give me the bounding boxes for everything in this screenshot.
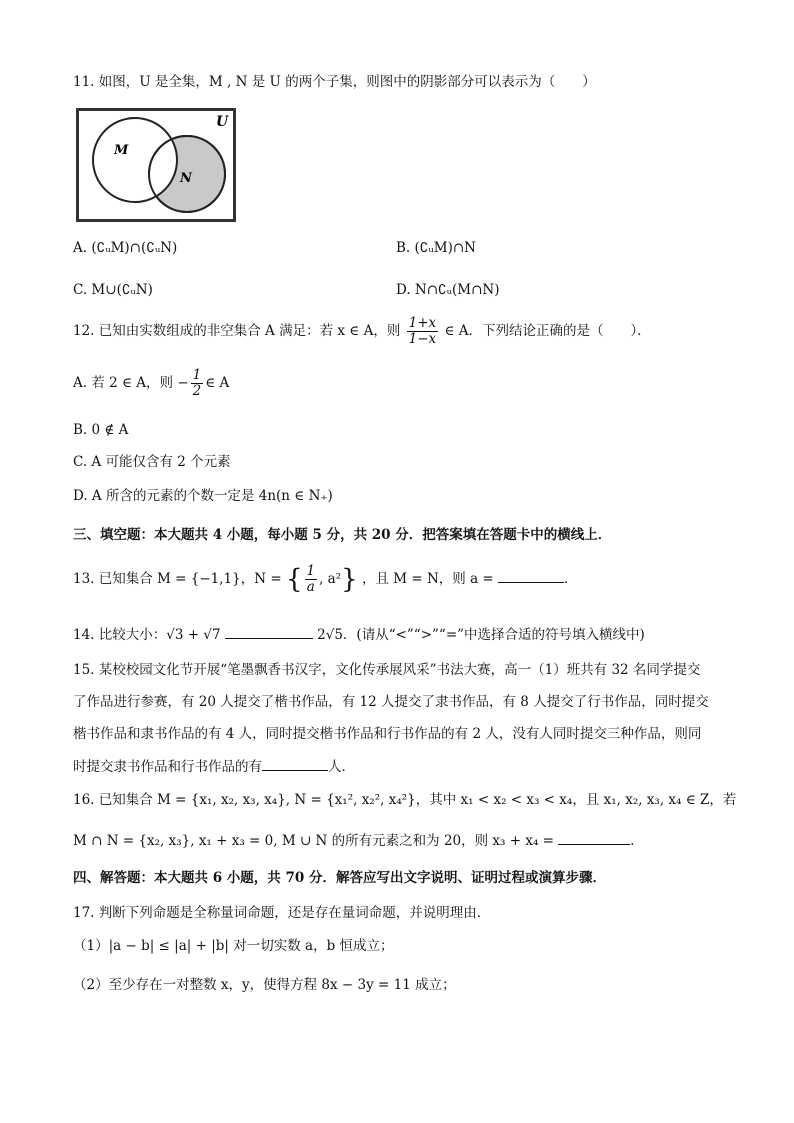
q15-line-4-pre: 时提交隶书作品和行书作品的有 (73, 759, 262, 775)
venn-label-n: N (180, 171, 192, 186)
q15-line-1: 15. 某校校园文化节开展“笔墨飘香书汉字，文化传承展风采”书法大赛，高一（1）班共有 32 名同学提交 (73, 662, 701, 678)
q17-part-2: （2）至少存在一对整数 x，y，使得方程 8x − 3y = 11 成立； (73, 977, 456, 993)
q13-pre: 13. 已知集合 M = {−1,1}，N = (73, 571, 282, 587)
q13-brace-right: } (341, 564, 358, 595)
q12-option-a-num: 1 (192, 367, 202, 383)
q12-stem-pre: 12. 已知由实数组成的非空集合 A 满足：若 x ∈ A，则 (73, 323, 401, 339)
q14-mid: 2√5．(请从“<”“>”“=”中选择合适的符号填入横线中) (317, 627, 645, 643)
q13 (73, 564, 578, 595)
q15-line-2: 了作品进行参赛，有 20 人提交了楷书作品，有 12 人提交了隶书作品，有 8 人提交了行书作品，同时提交 (73, 694, 709, 710)
q14-answer-blank[interactable] (225, 624, 313, 639)
q12-option-a (73, 368, 229, 399)
q13-set-tail: , a² (319, 571, 342, 587)
q12-option-a-post: ∈ A (205, 375, 230, 391)
q13-frac-den: a (306, 579, 315, 595)
q12-stem-post: ∈ A．下列结论正确的是（ ）． (444, 323, 651, 339)
q14-pre: 14. 比较大小：√3 + √7 (73, 627, 221, 643)
venn-label-m: M (114, 143, 129, 158)
q17-part-1: （1）|a − b| ≤ |a| + |b| 对一切实数 a，b 恒成立； (73, 938, 394, 954)
q16-line-1: 16. 已知集合 M = {x₁, x₂, x₃, x₄}, N = {x₁², x₂², x₄²}，其中 x₁ < x₂ < x₃ < x₄，且 x₁, x₂, x₃, x₄ ∈ Z，若 (73, 792, 737, 808)
q11-stem: 11. 如图，U 是全集，M , N 是 U 的两个子集，则图中的阴影部分可以表示为（ ） (73, 74, 596, 90)
q12-option-b: B. 0 ∉ A (73, 422, 129, 438)
q12-frac-den: 1−x (408, 331, 437, 347)
q11-option-b: B. (∁ᵤM)∩N (396, 240, 476, 256)
section-4-heading: 四、解答题：本大题共 6 小题，共 70 分．解答应写出文字说明、证明过程或演算步骤． (73, 870, 606, 886)
q12-frac-num: 1+x (408, 315, 437, 331)
q13-post: ，且 M = N，则 a = (361, 571, 494, 587)
q16-line-2-pre: M ∩ N = {x₂, x₃}, x₁ + x₃ = 0, M ∪ N 的所有元素之和为 20，则 x₃ + x₄ = (73, 833, 554, 849)
q12-option-a-den: 2 (192, 383, 202, 399)
q13-answer-blank[interactable] (498, 568, 564, 583)
q12-option-d: D. A 所含的元素的个数一定是 4n(n ∈ N₊) (73, 488, 333, 504)
venn-label-u: U (216, 114, 229, 130)
q15-answer-blank[interactable] (262, 756, 328, 771)
q14 (73, 624, 645, 645)
q12-fraction (407, 316, 439, 347)
q13-brace-left: { (285, 564, 303, 595)
q11-option-a: A. (∁ᵤM)∩(∁ᵤN) (73, 240, 178, 256)
q13-frac-num: 1 (306, 563, 316, 579)
q13-frac (305, 564, 318, 595)
q16-answer-blank[interactable] (558, 830, 630, 845)
q11-option-d: D. N∩∁ᵤ(M∩N) (396, 282, 500, 298)
q13-end: ． (564, 571, 578, 587)
q12-option-c: C. A 可能仅含有 2 个元素 (73, 454, 231, 470)
q16-line-2-post: ． (630, 833, 644, 849)
q17-stem: 17. 判断下列命题是全称量词命题，还是存在量词命题，并说明理由． (73, 905, 491, 921)
q15-line-4 (73, 756, 355, 777)
q11-option-c: C. M∪(∁ᵤN) (73, 282, 153, 298)
q15-line-3: 楷书作品和隶书作品的有 4 人，同时提交楷书作品和行书作品的有 2 人，没有人同时提交三种作品，则同 (73, 726, 702, 742)
section-3-heading: 三、填空题：本大题共 4 小题，每小题 5 分，共 20 分．把答案填在答题卡中的横线上． (73, 527, 612, 543)
q12-option-a-pre: A. 若 2 ∈ A，则 − (73, 375, 189, 391)
venn-diagram (76, 108, 236, 222)
q12-stem (73, 316, 651, 347)
venn-circle-m (93, 118, 177, 202)
q16-line-2 (73, 830, 644, 851)
q15-line-4-post: 人． (328, 759, 355, 775)
q12-option-a-frac (191, 368, 204, 399)
